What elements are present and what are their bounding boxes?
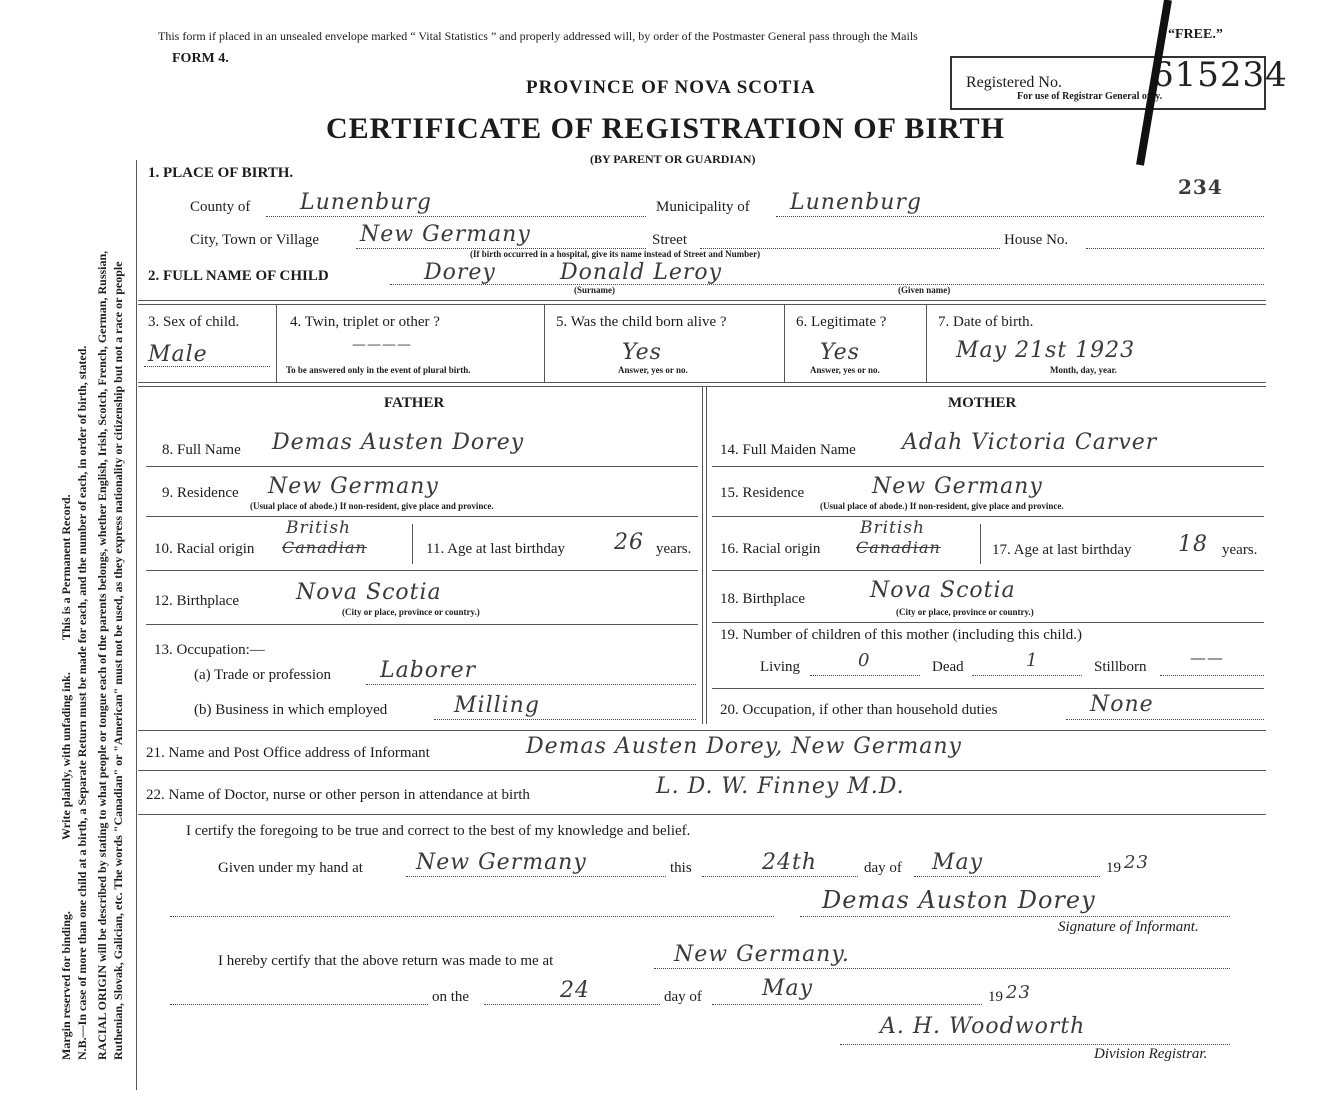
corner-stamp: 234 (1178, 175, 1223, 199)
mother-age-value: 18 (1178, 532, 1208, 557)
doctor-value: L. D. W. Finney M.D. (656, 774, 905, 799)
father-age-value: 26 (614, 530, 644, 555)
dob-note: Month, day, year. (1050, 365, 1117, 375)
father-race-value: British (286, 518, 351, 538)
mother-race-divider (980, 524, 981, 564)
born-alive-value: Yes (622, 340, 662, 365)
legitimate-note: Answer, yes or no. (810, 365, 880, 375)
parents-divider (702, 386, 707, 724)
father-business-value: Milling (454, 693, 540, 718)
father-age-unit: years. (656, 541, 692, 557)
dead-label: Dead (932, 659, 964, 675)
living-line (810, 675, 920, 676)
father-trade-label: (a) Trade or profession (194, 667, 332, 683)
mother-age-unit: years. (1222, 542, 1258, 558)
mother-heading: MOTHER (948, 395, 1017, 411)
form-number: FORM 4. (172, 51, 229, 66)
registrar-day-value: 24 (560, 978, 590, 1003)
margin-racial-note-1: RACIAL ORIGIN will be described by stating to what people or tongue each of the parents belongs, whether English, Irish, Scotch, French, German, Russian, (95, 250, 109, 1060)
father-occupation-label: 13. Occupation:— (154, 642, 265, 658)
father-name-value: Demas Austen Dorey (272, 430, 525, 455)
registrar-place-value: New Germany. (674, 942, 850, 967)
mother-row-15 (712, 516, 1264, 517)
house-line (1086, 248, 1264, 249)
given-year-prefix: 19 (1106, 860, 1121, 876)
surname-note: (Surname) (574, 285, 615, 295)
registrar-day-of-label: day of (664, 989, 702, 1005)
divider-21 (138, 730, 1266, 731)
hospital-note: (If birth occurred in a hospital, give its name instead of Street and Number) (470, 249, 761, 259)
municipality-value: Lunenburg (790, 190, 922, 215)
mother-row-14 (712, 466, 1264, 467)
given-name-note: (Given name) (898, 285, 951, 295)
municipality-line (776, 216, 1264, 217)
father-age-label: 11. Age at last birthday (426, 541, 565, 557)
county-line (266, 216, 646, 217)
house-label: House No. (1004, 232, 1069, 248)
born-alive-note: Answer, yes or no. (618, 365, 688, 375)
given-left-line (170, 916, 774, 917)
mother-residence-note: (Usual place of abode.) If non-resident, give place and province. (820, 501, 1064, 511)
margin-racial-note-2: Ruthenian, Slovak, Galician, etc. The words "Canadian" or "American" must not be used, as they express nationality or citizenship but not a race or people (111, 261, 125, 1060)
registrar-statement: I hereby certify that the above return was made to me at (218, 953, 554, 969)
mother-name-label: 14. Full Maiden Name (720, 442, 856, 458)
province-heading: PROVINCE OF NOVA SCOTIA (526, 77, 816, 98)
father-row-12 (146, 624, 698, 625)
given-month-value: May (932, 850, 984, 875)
col-div-3 (784, 304, 785, 382)
mother-residence-label: 15. Residence (720, 485, 805, 501)
registrar-signature-line (840, 1044, 1230, 1045)
mother-age-label: 17. Age at last birthday (992, 542, 1132, 558)
registrar-month-value: May (762, 976, 814, 1001)
living-label: Living (760, 659, 800, 675)
given-year-value: 23 (1124, 852, 1149, 873)
twin-note: To be answered only in the event of plural birth. (286, 365, 471, 375)
father-row-10 (146, 570, 698, 571)
dead-line (972, 675, 1082, 676)
mother-row-18 (712, 622, 1264, 623)
given-day-value: 24th (762, 850, 818, 875)
registered-number: 615234 (1152, 55, 1288, 95)
col-div-4 (926, 304, 927, 382)
county-label: County of (190, 199, 251, 215)
registered-number-label: Registered No. (966, 74, 1062, 91)
registrar-use-note: For use of Registrar General only. (1017, 91, 1163, 102)
mother-children-label: 19. Number of children of this mother (including this child.) (720, 627, 1083, 643)
legitimate-label: 6. Legitimate ? (796, 314, 887, 330)
father-trade-line (366, 684, 696, 685)
father-row-8 (146, 466, 698, 467)
mother-birthplace-value: Nova Scotia (870, 578, 1016, 603)
municipality-label: Municipality of (656, 199, 750, 215)
registrar-left-line (170, 1004, 428, 1005)
given-this-label: this (670, 860, 692, 876)
registrar-year-prefix: 19 (988, 989, 1003, 1005)
margin-binding-note: Margin reserved for binding. (59, 911, 73, 1060)
pen-stroke-mark (1120, 0, 1180, 170)
child-name-label: 2. FULL NAME OF CHILD (148, 268, 329, 284)
legitimate-value: Yes (820, 340, 860, 365)
margin-border (136, 160, 137, 1090)
registrar-signature: A. H. Woodworth (880, 1014, 1086, 1039)
mother-name-value: Adah Victoria Carver (902, 430, 1158, 455)
dead-value: 1 (1026, 650, 1039, 671)
father-birthplace-label: 12. Birthplace (154, 593, 239, 609)
mother-race-value: British (860, 518, 925, 538)
informant-signature-line (800, 916, 1230, 917)
twin-value: ———— (352, 337, 412, 353)
father-race-divider (412, 524, 413, 564)
father-name-label: 8. Full Name (162, 442, 241, 458)
informant-signature: Demas Auston Dorey (822, 886, 1096, 914)
mother-race-struck: Canadian (856, 538, 941, 557)
signature-informant-label: Signature of Informant. (1058, 919, 1199, 935)
father-race-struck: Canadian (282, 538, 367, 557)
given-place-value: New Germany (416, 850, 587, 875)
stillborn-value: —— (1190, 648, 1224, 667)
mother-occupation-line (1066, 719, 1264, 720)
informant-label: 21. Name and Post Office address of Informant (146, 745, 430, 761)
informant-value: Demas Austen Dorey, New Germany (526, 734, 962, 759)
living-value: 0 (858, 650, 871, 671)
mother-row-19 (712, 688, 1264, 689)
mother-birthplace-note: (City or place, province or country.) (896, 607, 1034, 617)
sex-value: Male (148, 342, 208, 367)
place-of-birth-label: 1. PLACE OF BIRTH. (148, 165, 294, 181)
street-label: Street (652, 232, 687, 248)
postal-notice: This form if placed in an unsealed envelope marked “ Vital Statistics ” and properly addressed will, by order of the Postmaster General pass through the Mails (158, 29, 918, 43)
col-div-2 (544, 304, 545, 382)
sex-label: 3. Sex of child. (148, 314, 240, 330)
city-value: New Germany (360, 222, 531, 247)
certificate-subtitle: (BY PARENT OR GUARDIAN) (590, 152, 756, 166)
margin-nb-note: N.B.—In case of more than one child at a birth, a Separate Return must be made for each, and the number of each, in order of birth, stated. (75, 345, 89, 1060)
mother-residence-value: New Germany (872, 474, 1043, 499)
registrar-place-line (654, 968, 1230, 969)
doctor-label: 22. Name of Doctor, nurse or other person in attendance at birth (146, 787, 530, 803)
given-day-line (702, 876, 858, 877)
registrar-year-value: 23 (1006, 982, 1031, 1003)
given-day-of-label: day of (864, 860, 902, 876)
registrar-on-label: on the (432, 989, 470, 1005)
margin-write-note: Write plainly, with unfading ink. (59, 672, 73, 840)
stillborn-line (1160, 675, 1264, 676)
registrar-day-line (484, 1004, 660, 1005)
dob-label: 7. Date of birth. (938, 314, 1034, 330)
given-under-label: Given under my hand at (218, 860, 363, 876)
mother-birthplace-label: 18. Birthplace (720, 591, 805, 607)
born-alive-label: 5. Was the child born alive ? (556, 314, 727, 330)
father-heading: FATHER (384, 395, 445, 411)
given-month-line (914, 876, 1100, 877)
father-trade-value: Laborer (380, 658, 477, 683)
county-value: Lunenburg (300, 190, 432, 215)
child-name-line (390, 284, 1264, 285)
twin-label: 4. Twin, triplet or other ? (290, 314, 440, 330)
mother-row-16 (712, 570, 1264, 571)
father-birthplace-note: (City or place, province or country.) (342, 607, 480, 617)
margin-permanent-note: This is a Permanent Record. (59, 494, 73, 640)
father-business-line (434, 719, 696, 720)
mother-race-label: 16. Racial origin (720, 541, 821, 557)
divider-certify (138, 814, 1266, 815)
mother-occupation-label: 20. Occupation, if other than household duties (720, 702, 998, 718)
registrar-month-line (712, 1004, 982, 1005)
given-place-line (406, 876, 666, 877)
child-surname: Dorey (424, 260, 496, 285)
free-stamp: “FREE.” (1168, 27, 1223, 42)
father-race-label: 10. Racial origin (154, 541, 255, 557)
child-given-name: Donald Leroy (560, 260, 723, 285)
father-residence-value: New Germany (268, 474, 439, 499)
father-row-9 (146, 516, 698, 517)
stillborn-label: Stillborn (1094, 659, 1147, 675)
dob-value: May 21st 1923 (956, 338, 1136, 363)
division-registrar-label: Division Registrar. (1094, 1046, 1208, 1062)
father-residence-label: 9. Residence (162, 485, 239, 501)
divider-top (138, 300, 1266, 305)
certificate-title: CERTIFICATE OF REGISTRATION OF BIRTH (326, 112, 1005, 145)
sex-line (144, 366, 270, 367)
father-residence-note: (Usual place of abode.) If non-resident, give place and province. (250, 501, 494, 511)
father-birthplace-value: Nova Scotia (296, 580, 442, 605)
certify-statement: I certify the foregoing to be true and correct to the best of my knowledge and belief. (186, 823, 691, 839)
city-label: City, Town or Village (190, 232, 320, 248)
divider-22 (138, 770, 1266, 771)
father-business-label: (b) Business in which employed (194, 702, 388, 718)
col-div-1 (276, 304, 277, 382)
mother-occupation-value: None (1090, 692, 1154, 717)
